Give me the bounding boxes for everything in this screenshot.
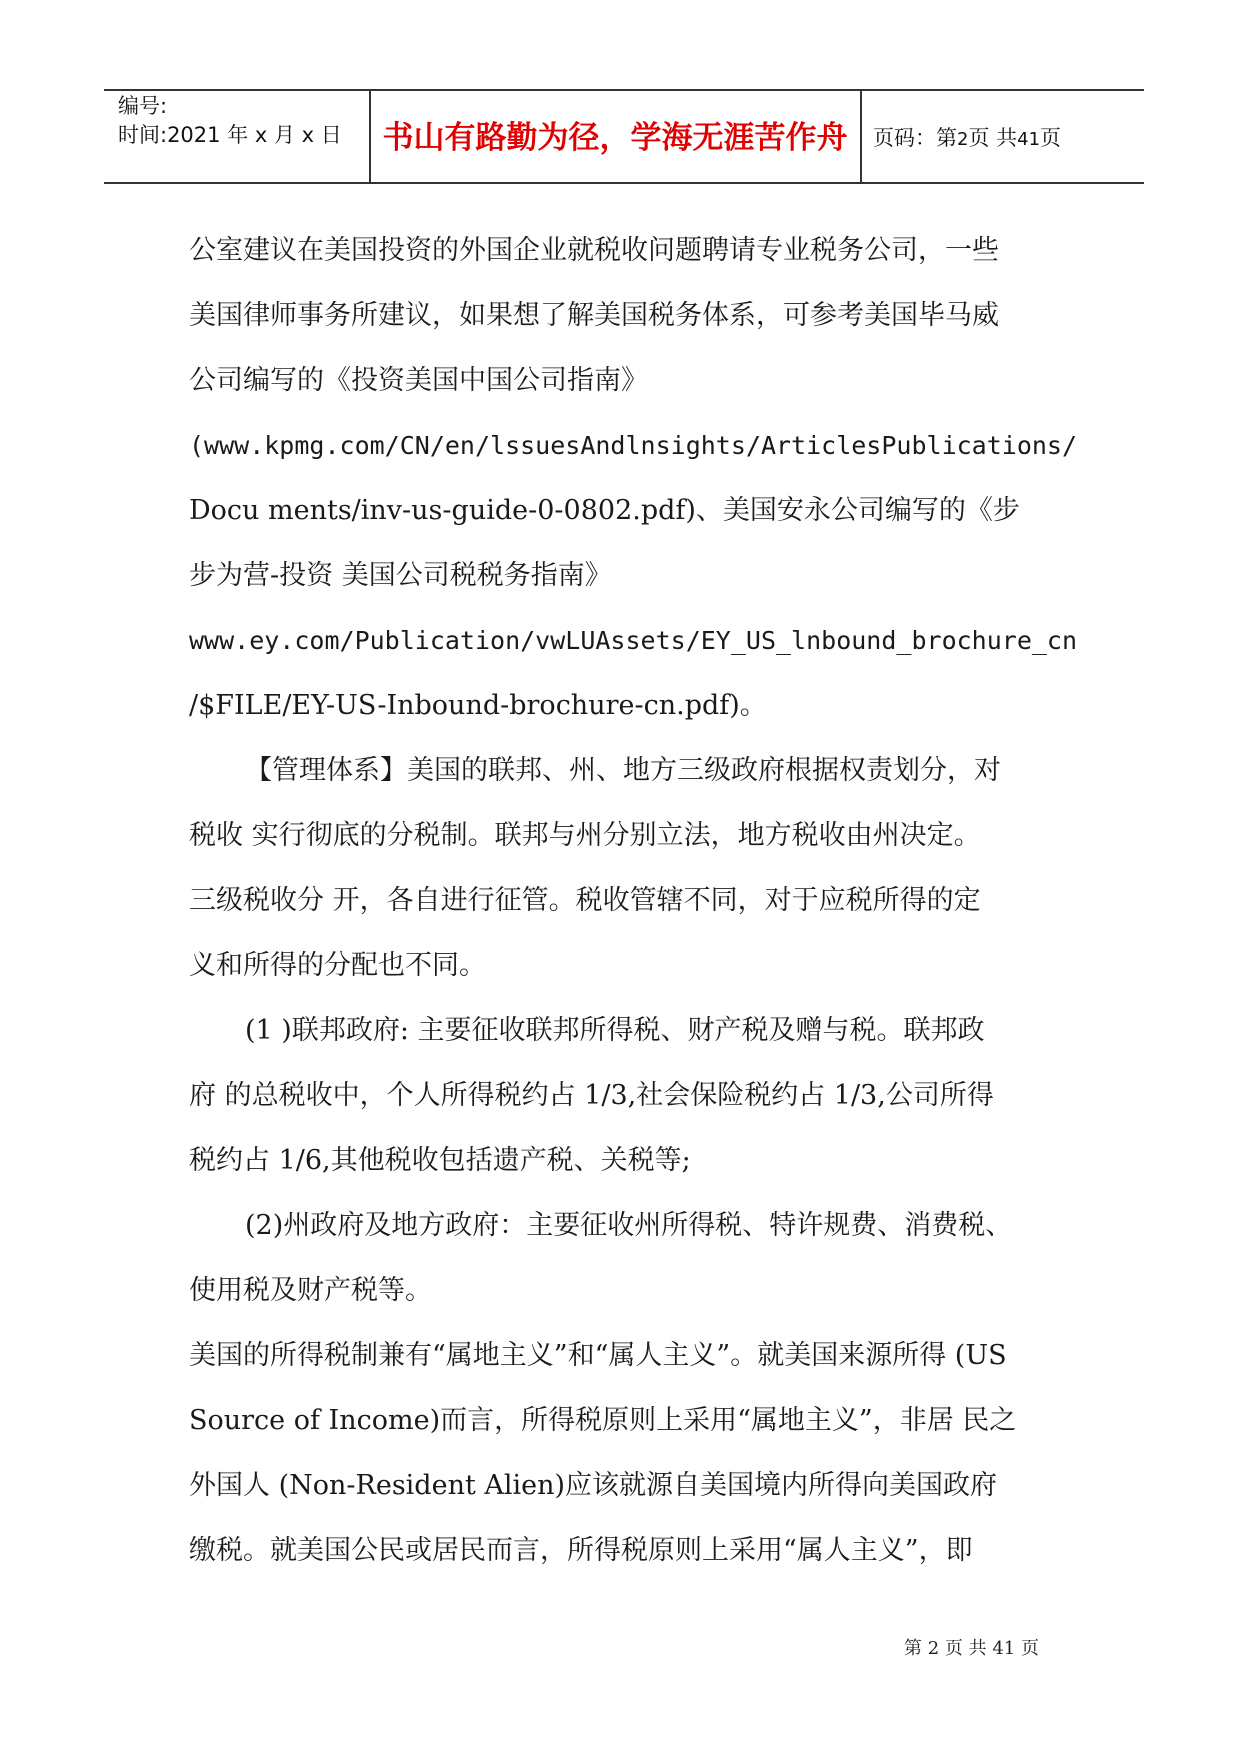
body-line-url: www.ey.com/Publication/vwLUAssets/EY_US_lnbound_brochure_cn: [189, 626, 1078, 655]
footer-page-number: 第 2 页 共 41 页: [904, 1638, 1039, 1659]
body-line: 三级税收分 开，各自进行征管。税收管辖不同，对于应税所得的定: [189, 885, 981, 916]
body-line: 公室建议在美国投资的外国企业就税收问题聘请专业税务公司，一些: [189, 235, 999, 266]
header-divider-left: [369, 89, 371, 182]
document-time-label: 时间:2021 年 x 月 x 日: [118, 123, 342, 147]
body-line: 税约占 1/6,其他税收包括遗产税、关税等;: [189, 1145, 691, 1176]
body-line-paragraph-start: 【管理体系】美国的联邦、州、地方三级政府根据权责划分，对: [245, 755, 1001, 786]
header-motto: 书山有路勤为径，学海无涯苦作舟: [382, 120, 848, 156]
page-mid: 页 共: [968, 126, 1018, 150]
header-bottom-rule: [104, 182, 1144, 184]
body-line: 美国的所得税制兼有“属地主义”和“属人主义”。就美国来源所得 (US: [189, 1340, 1007, 1371]
page-current: 2: [957, 129, 969, 150]
body-line: 步为营-投资 美国公司税税务指南》: [189, 560, 612, 591]
body-line: Source of Income)而言，所得税原则上采用“属地主义”，非居 民之: [189, 1405, 1017, 1436]
page-total: 41: [1017, 129, 1041, 150]
body-line: 美国律师事务所建议，如果想了解美国税务体系，可参考美国毕马威: [189, 300, 999, 331]
body-line-paragraph-start: (2)州政府及地方政府：主要征收州所得税、特许规费、消费税、: [245, 1210, 1013, 1241]
body-line: 使用税及财产税等。: [189, 1275, 432, 1306]
body-line-paragraph-start: (1 )联邦政府: 主要征收联邦所得税、财产税及赠与税。联邦政: [245, 1015, 985, 1046]
body-line: 公司编写的《投资美国中国公司指南》: [189, 365, 648, 396]
body-line: 缴税。就美国公民或居民而言，所得税原则上采用“属人主义”，即: [189, 1535, 973, 1566]
document-number-label: 编号:: [118, 94, 168, 118]
page-suffix: 页: [1040, 126, 1062, 150]
body-line: 义和所得的分配也不同。: [189, 950, 486, 981]
header-divider-right: [860, 89, 862, 182]
header-page-indicator: [873, 124, 1138, 154]
page-prefix: 页码：第: [873, 126, 957, 150]
body-line: 税收 实行彻底的分税制。联邦与州分别立法，地方税收由州决定。: [189, 820, 981, 851]
body-line: 外国人 (Non-Resident Alien)应该就源自美国境内所得向美国政府: [189, 1470, 998, 1501]
document-body: [189, 218, 1078, 1583]
body-line: 府 的总税收中，个人所得税约占 1/3,社会保险税约占 1/3,公司所得: [189, 1080, 994, 1111]
body-line: /$FILE/EY-US-Inbound-brochure-cn.pdf)。: [189, 690, 767, 721]
body-line-url: (www.kpmg.com/CN/en/lssuesAndlnsights/ArticlesPublications/: [189, 431, 1078, 460]
header-top-rule: [104, 89, 1144, 91]
body-line: Docu ments/inv-us-guide-0-0802.pdf)、美国安永公司编写的《步: [189, 495, 1020, 526]
header-meta: [118, 92, 364, 150]
